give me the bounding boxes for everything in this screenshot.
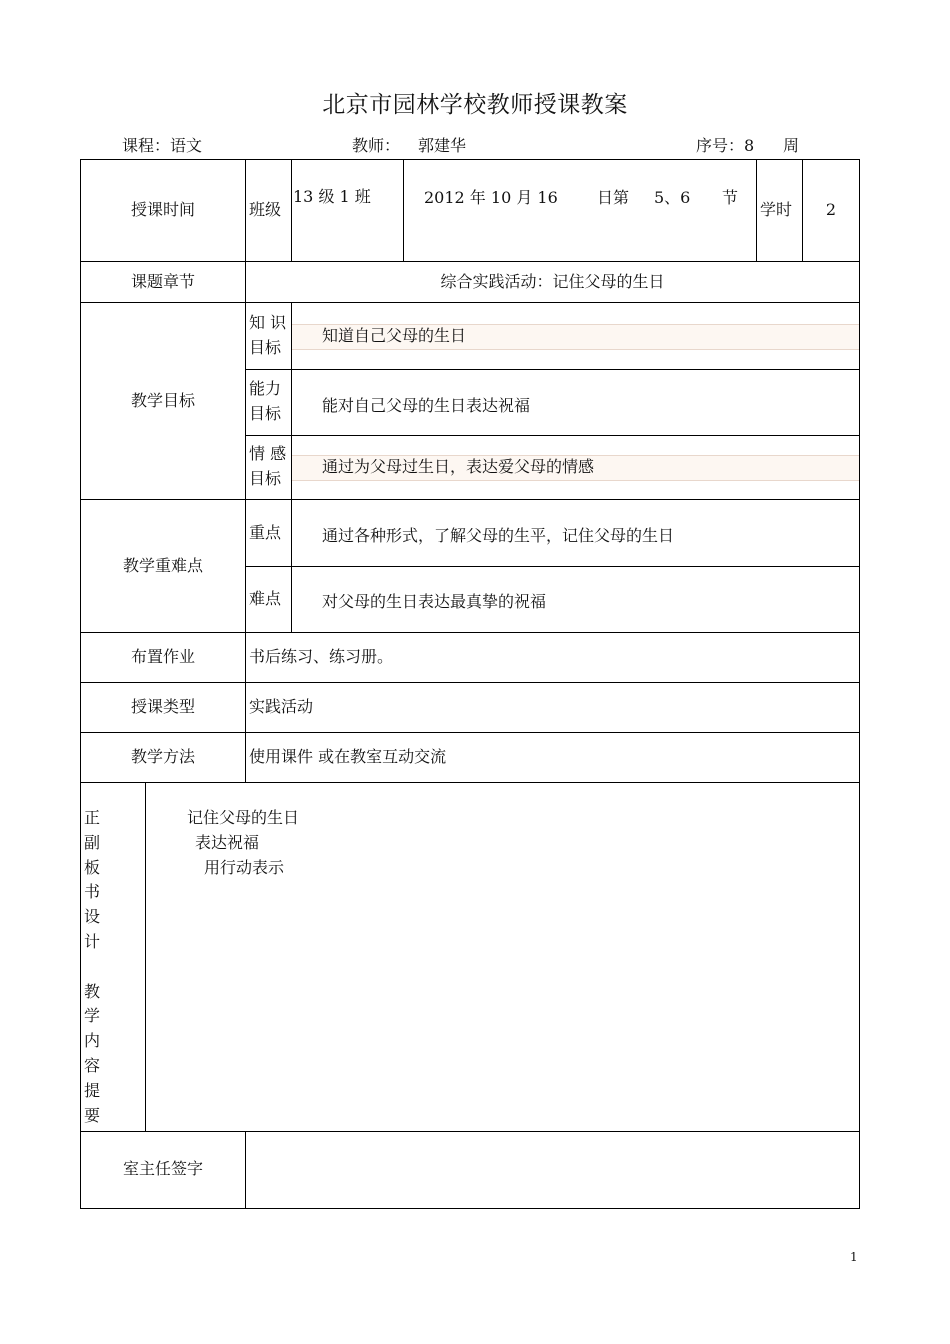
column-divider	[403, 159, 404, 262]
vertical-char: 副	[84, 832, 101, 852]
day-text: 日第	[597, 188, 630, 207]
objectives-label: 教学目标	[130, 391, 195, 410]
ability-label-line2: 目标	[249, 404, 282, 423]
row-divider	[80, 632, 860, 633]
chapter-value: 综合实践活动：记住父母的生日	[440, 272, 665, 291]
table-border-right	[859, 159, 860, 1209]
jie-label: 节	[722, 188, 739, 207]
vertical-char: 设	[84, 907, 101, 927]
hours-value: 2	[825, 200, 837, 219]
row-divider	[80, 1131, 860, 1132]
page-number: 1	[850, 1250, 858, 1264]
column-divider	[756, 159, 757, 262]
vertical-char: 内	[84, 1031, 101, 1051]
row-divider	[80, 682, 860, 683]
class-value: 13 级 1 班	[293, 187, 371, 206]
ability-objective: 能对自己父母的生日表达祝福	[322, 396, 531, 415]
table-border-top	[80, 159, 860, 160]
vertical-char: 学	[84, 1006, 101, 1026]
board-design-vertical-label	[84, 806, 104, 1128]
knowledge-objective: 知道自己父母的生日	[322, 326, 467, 345]
homework-label: 布置作业	[130, 647, 195, 666]
date-text: 2012 年 10 月 16	[424, 188, 558, 207]
chapter-label: 课题章节	[130, 272, 195, 291]
difficult-point-value: 对父母的生日表达最真挚的祝福	[322, 592, 547, 611]
row-divider	[80, 732, 860, 733]
row-divider	[80, 499, 860, 500]
teaching-method-value: 使用课件 或在教室互动交流	[249, 747, 447, 766]
emotion-objective: 通过为父母过生日，表达爱父母的情感	[322, 457, 595, 476]
signature-label: 室主任签字	[122, 1159, 203, 1178]
vertical-char: 书	[84, 882, 101, 902]
key-point-label: 重点	[249, 523, 282, 542]
vertical-char: 提	[84, 1080, 101, 1100]
board-line-2: 表达祝福	[195, 833, 260, 852]
row-divider	[245, 566, 860, 567]
period-text: 5、6	[654, 188, 691, 207]
vertical-spacer	[84, 955, 104, 980]
column-divider	[145, 782, 146, 1132]
row-divider	[245, 435, 860, 436]
keypoints-label: 教学重难点	[122, 556, 203, 575]
ability-label-line1: 能力	[249, 379, 282, 398]
lesson-type-label: 授课类型	[130, 697, 195, 716]
row-divider	[80, 261, 860, 262]
hours-label: 学时	[760, 200, 793, 219]
vertical-char: 要	[84, 1105, 101, 1125]
row-divider	[245, 369, 860, 370]
class-label: 班级	[249, 200, 282, 219]
vertical-char: 容	[84, 1055, 101, 1075]
vertical-char: 板	[84, 857, 101, 877]
knowledge-label-line1: 知 识	[249, 313, 287, 332]
course-label: 课程：语文	[122, 136, 203, 155]
lesson-time-label: 授课时间	[130, 200, 195, 219]
table-border-bottom	[80, 1208, 860, 1209]
board-line-3: 用行动表示	[204, 858, 285, 877]
teacher-label: 教师：	[352, 136, 401, 155]
knowledge-label-line2: 目标	[249, 338, 282, 357]
emotion-label-line1: 情 感	[249, 444, 287, 463]
table-border-left	[80, 159, 81, 1209]
teacher-name: 郭建华	[418, 136, 467, 155]
teaching-method-label: 教学方法	[130, 747, 195, 766]
emotion-label-line2: 目标	[249, 469, 282, 488]
week-label: 周	[783, 136, 800, 155]
vertical-char: 教	[84, 981, 101, 1001]
page-title: 北京市园林学校教师授课教案	[322, 92, 628, 118]
lesson-type-value: 实践活动	[249, 697, 314, 716]
column-divider	[245, 1131, 246, 1209]
key-point-value: 通过各种形式，了解父母的生平，记住父母的生日	[322, 526, 675, 545]
board-line-1: 记住父母的生日	[187, 808, 300, 827]
column-divider	[291, 159, 292, 262]
vertical-char: 正	[84, 808, 101, 827]
column-divider	[245, 159, 246, 783]
row-divider	[80, 302, 860, 303]
row-divider	[80, 782, 860, 783]
homework-value: 书后练习、练习册。	[249, 647, 394, 666]
sequence-number: 序号：8	[696, 136, 755, 155]
vertical-char: 计	[84, 931, 101, 951]
difficult-point-label: 难点	[249, 589, 282, 608]
